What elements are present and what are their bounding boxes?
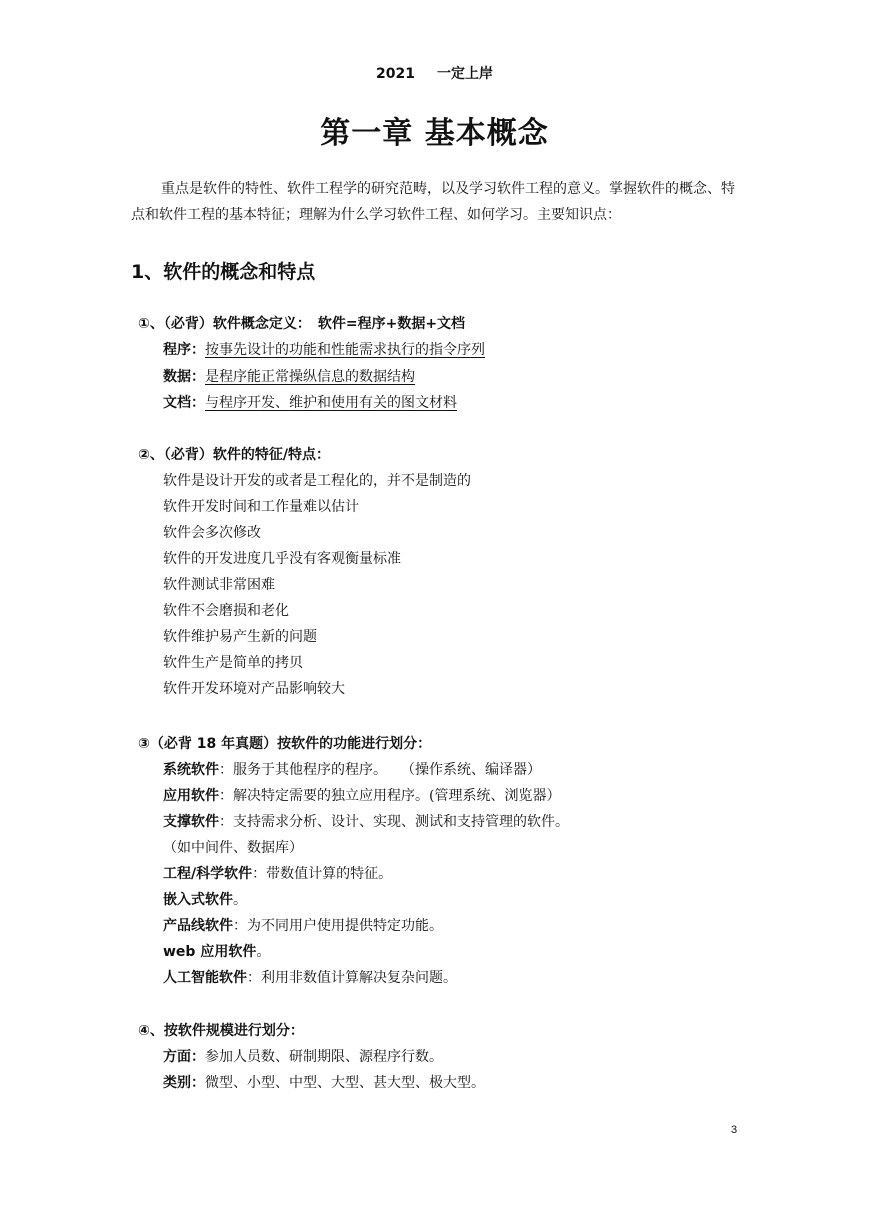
item1-line [163, 392, 457, 412]
item4-line [163, 1046, 443, 1066]
line-text: 是程序能正常操纵信息的数据结构 [205, 369, 415, 385]
header-year: 2021 [376, 66, 415, 82]
item4-line [163, 1072, 485, 1092]
line-label: 方面： [163, 1049, 205, 1065]
line-label: 嵌入式软件 [163, 892, 233, 908]
intro-text: 重点是软件的特性、软件工程学的研究范畴，以及学习软件工程的意义。掌握软件的概念、特点和软件工程的基本特征；理解为什么学习软件工程、如何学习。主要知识点： [131, 181, 735, 223]
item2-line: 软件会多次修改 [163, 525, 261, 541]
item2-line: 软件开发时间和工作量难以估计 [163, 499, 359, 515]
line-label: web 应用软件 [163, 944, 257, 960]
line-text: 与程序开发、维护和使用有关的图文材料 [205, 395, 457, 411]
line-label: 数据： [163, 369, 205, 385]
line-text: 。 [256, 944, 271, 960]
item3-line [163, 785, 560, 805]
line-text: ：服务于其他程序的程序。 （操作系统、编译器） [219, 762, 541, 778]
line-label: 程序： [163, 342, 205, 358]
item1-line [163, 339, 485, 359]
chapter-title: 第一章 基本概念 [320, 116, 549, 151]
line-text: （如中间件、数据库） [163, 840, 303, 856]
item3-line [163, 915, 443, 935]
line-text: ：带数值计算的特征。 [252, 866, 393, 882]
item2-line: 软件开发环境对产品影响较大 [163, 681, 345, 697]
line-label: 文档： [163, 395, 205, 411]
line-text: ：支持需求分析、设计、实现、测试和支持管理的软件。 [219, 814, 569, 830]
item3-line [163, 759, 541, 779]
item3-line [163, 967, 457, 987]
item3-line [163, 837, 303, 857]
item4-heading: ④、按软件规模进行划分： [138, 1023, 304, 1039]
item3-line [163, 941, 270, 961]
intro-paragraph [131, 176, 741, 228]
line-text: 参加人员数、研制期限、源程序行数。 [205, 1049, 443, 1065]
line-label: 工程/科学软件 [163, 866, 253, 882]
header-slogan: 一定上岸 [436, 66, 493, 82]
item1-line [163, 366, 415, 386]
item2-line: 软件测试非常困难 [163, 577, 275, 593]
line-label: 类别： [163, 1075, 205, 1091]
item2-line: 软件是设计开发的或者是工程化的，并不是制造的 [163, 473, 471, 489]
item2-line: 软件维护易产生新的问题 [163, 629, 317, 645]
item3-line [163, 863, 392, 883]
line-text: 微型、小型、中型、大型、甚大型、极大型。 [205, 1075, 485, 1091]
item2-line: 软件生产是简单的拷贝 [163, 655, 303, 671]
page-number: 3 [731, 1124, 738, 1136]
line-label: 支撑软件 [163, 814, 219, 830]
item2-line: 软件的开发进度几乎没有客观衡量标准 [163, 551, 401, 567]
line-label: 产品线软件 [163, 918, 233, 934]
item3-line [163, 889, 247, 909]
item3-heading: ③（必背 18 年真题）按软件的功能进行划分： [138, 736, 432, 752]
line-label: 系统软件 [163, 762, 219, 778]
line-text: ：为不同用户使用提供特定功能。 [233, 918, 443, 934]
line-text: 按事先设计的功能和性能需求执行的指令序列 [205, 342, 485, 358]
item3-line [163, 811, 569, 831]
line-text: 。 [233, 892, 247, 908]
item1-heading: ①、（必背）软件概念定义： 软件=程序+数据+文档 [138, 316, 466, 332]
line-label: 人工智能软件 [163, 970, 247, 986]
section-heading: 1、软件的概念和特点 [131, 261, 316, 283]
item2-heading: ②、（必背）软件的特征/特点： [138, 447, 330, 463]
line-text: ：解决特定需要的独立应用程序。(管理系统、浏览器） [219, 788, 561, 804]
item2-line: 软件不会磨损和老化 [163, 603, 289, 619]
line-label: 应用软件 [163, 788, 219, 804]
page-header [0, 63, 869, 83]
line-text: ：利用非数值计算解决复杂问题。 [247, 970, 457, 986]
